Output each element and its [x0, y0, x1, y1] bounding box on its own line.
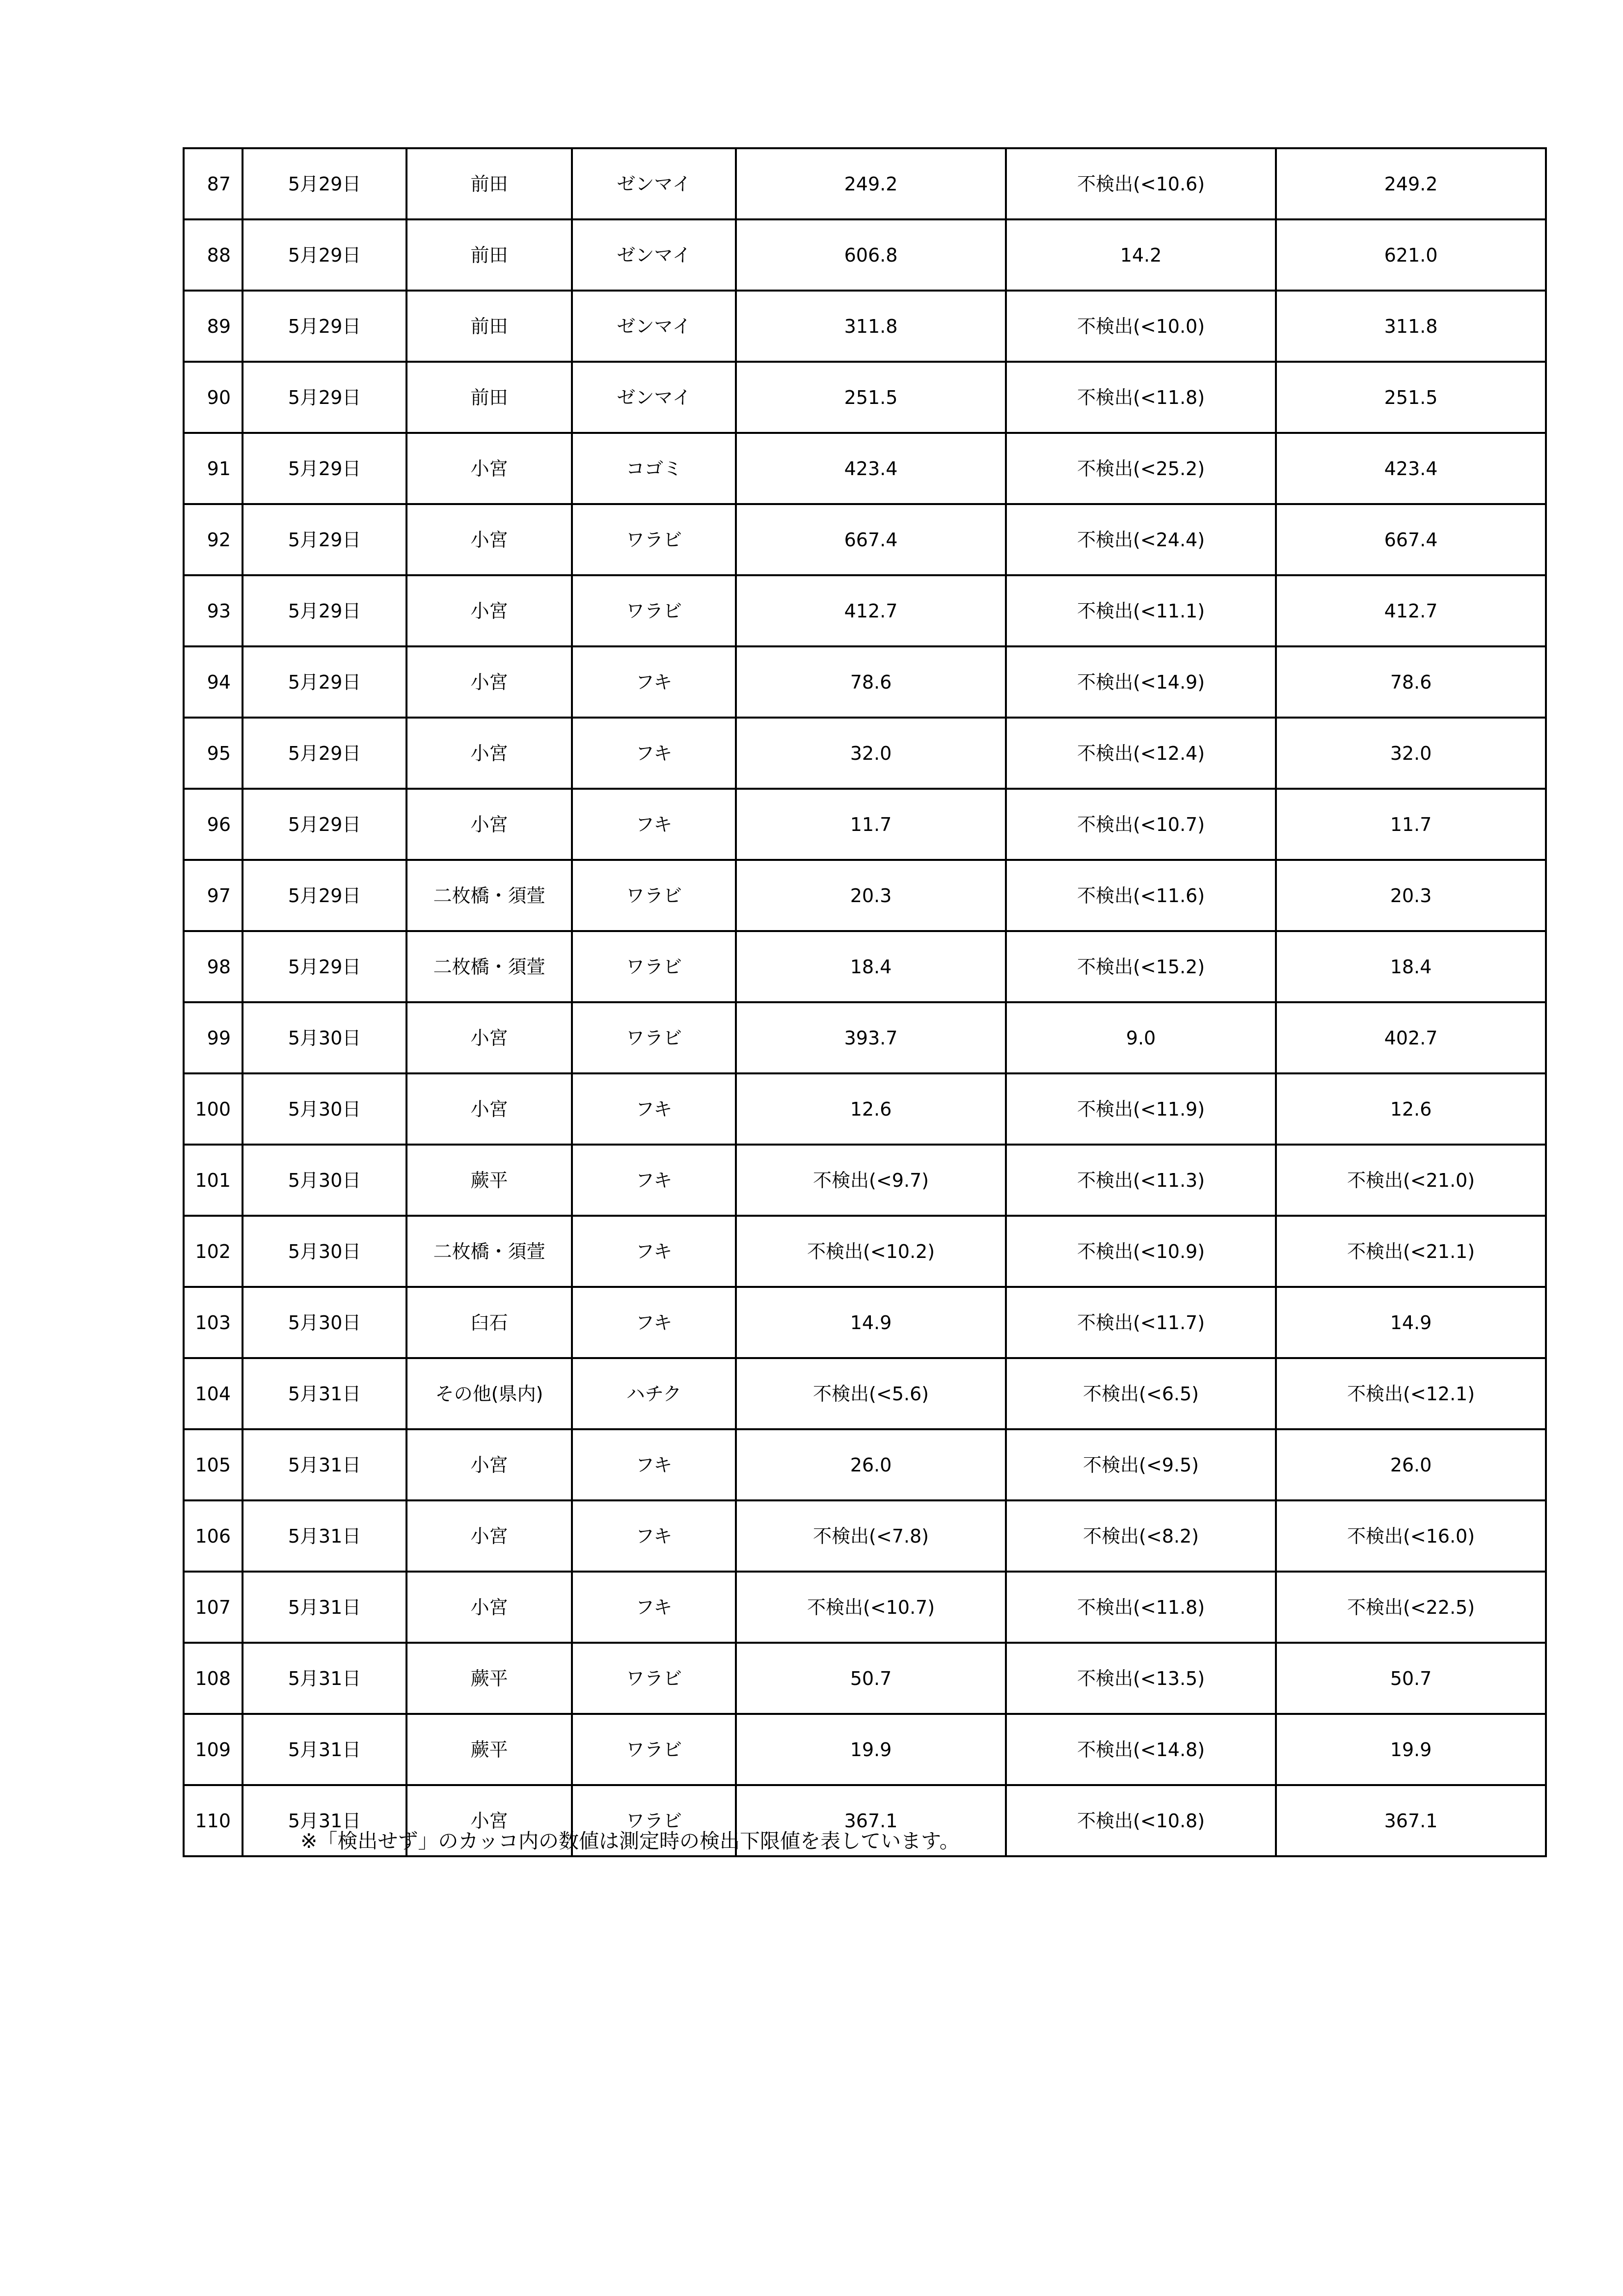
- item-cell: フキ: [572, 1287, 736, 1358]
- cs137-cell: 不検出(<11.1): [1006, 575, 1276, 646]
- date-cell: 5月29日: [243, 504, 406, 575]
- cs137-cell: 不検出(<11.9): [1006, 1073, 1276, 1145]
- total-cell: 20.3: [1276, 860, 1546, 931]
- table-row: [184, 1002, 1546, 1073]
- total-cell: 402.7: [1276, 1002, 1546, 1073]
- cs134-cell: 606.8: [736, 219, 1006, 291]
- table-row: [184, 1358, 1546, 1429]
- cs137-cell: 不検出(<10.8): [1006, 1785, 1276, 1856]
- sample-no-cell: 102: [184, 1216, 243, 1287]
- date-cell: 5月30日: [243, 1216, 406, 1287]
- area-cell: 小宮: [406, 718, 572, 789]
- area-cell: 蕨平: [406, 1643, 572, 1714]
- date-cell: 5月29日: [243, 860, 406, 931]
- total-cell: 不検出(<21.1): [1276, 1216, 1546, 1287]
- item-cell: コゴミ: [572, 433, 736, 504]
- item-cell: ワラビ: [572, 504, 736, 575]
- date-cell: 5月31日: [243, 1785, 406, 1856]
- date-cell: 5月29日: [243, 291, 406, 362]
- cs137-cell: 不検出(<10.9): [1006, 1216, 1276, 1287]
- date-cell: 5月31日: [243, 1500, 406, 1572]
- total-cell: 不検出(<16.0): [1276, 1500, 1546, 1572]
- item-cell: ゼンマイ: [572, 148, 736, 219]
- cs137-cell: 不検出(<11.7): [1006, 1287, 1276, 1358]
- area-cell: 小宮: [406, 646, 572, 718]
- cs134-cell: 19.9: [736, 1714, 1006, 1785]
- area-cell: 小宮: [406, 433, 572, 504]
- total-cell: 621.0: [1276, 219, 1546, 291]
- cs134-cell: 367.1: [736, 1785, 1006, 1856]
- footnote: ※「検出せず」のカッコ内の数値は測定時の検出下限値を表しています。: [300, 1829, 960, 1853]
- table-row: [184, 219, 1546, 291]
- total-cell: 412.7: [1276, 575, 1546, 646]
- item-cell: ワラビ: [572, 860, 736, 931]
- date-cell: 5月29日: [243, 219, 406, 291]
- sample-no-cell: 89: [184, 291, 243, 362]
- item-cell: フキ: [572, 789, 736, 860]
- item-cell: ワラビ: [572, 1643, 736, 1714]
- cs134-cell: 249.2: [736, 148, 1006, 219]
- cs137-cell: 不検出(<6.5): [1006, 1358, 1276, 1429]
- table-row: [184, 1500, 1546, 1572]
- cs137-cell: 不検出(<15.2): [1006, 931, 1276, 1002]
- item-cell: ゼンマイ: [572, 291, 736, 362]
- sample-no-cell: 87: [184, 148, 243, 219]
- area-cell: その他(県内): [406, 1358, 572, 1429]
- cs134-cell: 667.4: [736, 504, 1006, 575]
- total-cell: 不検出(<21.0): [1276, 1145, 1546, 1216]
- sample-no-cell: 103: [184, 1287, 243, 1358]
- item-cell: ワラビ: [572, 1785, 736, 1856]
- cs134-cell: 26.0: [736, 1429, 1006, 1500]
- date-cell: 5月31日: [243, 1429, 406, 1500]
- table-row: [184, 789, 1546, 860]
- table-row: [184, 1714, 1546, 1785]
- item-cell: フキ: [572, 718, 736, 789]
- total-cell: 不検出(<12.1): [1276, 1358, 1546, 1429]
- total-cell: 249.2: [1276, 148, 1546, 219]
- sample-no-cell: 94: [184, 646, 243, 718]
- sample-no-cell: 109: [184, 1714, 243, 1785]
- table-row: [184, 1216, 1546, 1287]
- sample-no-cell: 104: [184, 1358, 243, 1429]
- area-cell: 臼石: [406, 1287, 572, 1358]
- cs134-cell: 不検出(<9.7): [736, 1145, 1006, 1216]
- table-row: [184, 362, 1546, 433]
- item-cell: フキ: [572, 1145, 736, 1216]
- area-cell: 小宮: [406, 1572, 572, 1643]
- item-cell: フキ: [572, 1216, 736, 1287]
- cs137-cell: 不検出(<10.7): [1006, 789, 1276, 860]
- date-cell: 5月29日: [243, 148, 406, 219]
- area-cell: 二枚橋・須萱: [406, 860, 572, 931]
- table-row: [184, 1287, 1546, 1358]
- cs137-cell: 不検出(<24.4): [1006, 504, 1276, 575]
- sample-no-cell: 101: [184, 1145, 243, 1216]
- date-cell: 5月31日: [243, 1358, 406, 1429]
- table-row: [184, 433, 1546, 504]
- sample-no-cell: 97: [184, 860, 243, 931]
- sample-no-cell: 96: [184, 789, 243, 860]
- sample-no-cell: 105: [184, 1429, 243, 1500]
- date-cell: 5月31日: [243, 1572, 406, 1643]
- sample-no-cell: 98: [184, 931, 243, 1002]
- area-cell: 前田: [406, 219, 572, 291]
- cs137-cell: 不検出(<11.8): [1006, 1572, 1276, 1643]
- item-cell: ハチク: [572, 1358, 736, 1429]
- total-cell: 不検出(<22.5): [1276, 1572, 1546, 1643]
- date-cell: 5月31日: [243, 1714, 406, 1785]
- results-table: [183, 147, 1547, 1857]
- area-cell: 小宮: [406, 1073, 572, 1145]
- area-cell: 小宮: [406, 1785, 572, 1856]
- table-row: [184, 1429, 1546, 1500]
- total-cell: 367.1: [1276, 1785, 1546, 1856]
- sample-no-cell: 108: [184, 1643, 243, 1714]
- cs134-cell: 18.4: [736, 931, 1006, 1002]
- table-row: [184, 646, 1546, 718]
- table-row: [184, 718, 1546, 789]
- cs137-cell: 不検出(<11.3): [1006, 1145, 1276, 1216]
- table-row: [184, 148, 1546, 219]
- area-cell: 小宮: [406, 504, 572, 575]
- table-row: [184, 1643, 1546, 1714]
- sample-no-cell: 93: [184, 575, 243, 646]
- cs137-cell: 不検出(<8.2): [1006, 1500, 1276, 1572]
- cs137-cell: 14.2: [1006, 219, 1276, 291]
- sample-no-cell: 91: [184, 433, 243, 504]
- date-cell: 5月29日: [243, 718, 406, 789]
- sample-no-cell: 88: [184, 219, 243, 291]
- cs134-cell: 20.3: [736, 860, 1006, 931]
- date-cell: 5月29日: [243, 575, 406, 646]
- area-cell: 前田: [406, 148, 572, 219]
- area-cell: 小宮: [406, 789, 572, 860]
- item-cell: ワラビ: [572, 931, 736, 1002]
- cs137-cell: 9.0: [1006, 1002, 1276, 1073]
- item-cell: フキ: [572, 1572, 736, 1643]
- results-table-body: [184, 148, 1546, 1856]
- total-cell: 18.4: [1276, 931, 1546, 1002]
- cs134-cell: 412.7: [736, 575, 1006, 646]
- cs134-cell: 11.7: [736, 789, 1006, 860]
- area-cell: 蕨平: [406, 1714, 572, 1785]
- table-row: [184, 1572, 1546, 1643]
- table-row: [184, 931, 1546, 1002]
- date-cell: 5月30日: [243, 1073, 406, 1145]
- sample-no-cell: 106: [184, 1500, 243, 1572]
- item-cell: ワラビ: [572, 575, 736, 646]
- area-cell: 蕨平: [406, 1145, 572, 1216]
- area-cell: 二枚橋・須萱: [406, 1216, 572, 1287]
- cs137-cell: 不検出(<9.5): [1006, 1429, 1276, 1500]
- sample-no-cell: 100: [184, 1073, 243, 1145]
- table-row: [184, 1145, 1546, 1216]
- table-row: [184, 1073, 1546, 1145]
- date-cell: 5月29日: [243, 646, 406, 718]
- item-cell: フキ: [572, 1500, 736, 1572]
- cs137-cell: 不検出(<11.8): [1006, 362, 1276, 433]
- cs134-cell: 50.7: [736, 1643, 1006, 1714]
- cs137-cell: 不検出(<14.8): [1006, 1714, 1276, 1785]
- total-cell: 14.9: [1276, 1287, 1546, 1358]
- cs134-cell: 14.9: [736, 1287, 1006, 1358]
- cs137-cell: 不検出(<10.0): [1006, 291, 1276, 362]
- cs134-cell: 78.6: [736, 646, 1006, 718]
- item-cell: ゼンマイ: [572, 219, 736, 291]
- sample-no-cell: 110: [184, 1785, 243, 1856]
- date-cell: 5月29日: [243, 433, 406, 504]
- total-cell: 26.0: [1276, 1429, 1546, 1500]
- total-cell: 78.6: [1276, 646, 1546, 718]
- cs134-cell: 251.5: [736, 362, 1006, 433]
- cs137-cell: 不検出(<13.5): [1006, 1643, 1276, 1714]
- total-cell: 11.7: [1276, 789, 1546, 860]
- area-cell: 二枚橋・須萱: [406, 931, 572, 1002]
- item-cell: フキ: [572, 1073, 736, 1145]
- total-cell: 19.9: [1276, 1714, 1546, 1785]
- sample-no-cell: 99: [184, 1002, 243, 1073]
- cs134-cell: 不検出(<7.8): [736, 1500, 1006, 1572]
- cs137-cell: 不検出(<10.6): [1006, 148, 1276, 219]
- cs134-cell: 311.8: [736, 291, 1006, 362]
- date-cell: 5月30日: [243, 1002, 406, 1073]
- table-row: [184, 575, 1546, 646]
- cs134-cell: 32.0: [736, 718, 1006, 789]
- table-row: [184, 504, 1546, 575]
- cs134-cell: 423.4: [736, 433, 1006, 504]
- item-cell: フキ: [572, 1429, 736, 1500]
- total-cell: 251.5: [1276, 362, 1546, 433]
- area-cell: 前田: [406, 362, 572, 433]
- cs134-cell: 393.7: [736, 1002, 1006, 1073]
- sample-no-cell: 90: [184, 362, 243, 433]
- date-cell: 5月30日: [243, 1145, 406, 1216]
- area-cell: 小宮: [406, 575, 572, 646]
- cs137-cell: 不検出(<14.9): [1006, 646, 1276, 718]
- area-cell: 小宮: [406, 1002, 572, 1073]
- cs137-cell: 不検出(<12.4): [1006, 718, 1276, 789]
- cs137-cell: 不検出(<25.2): [1006, 433, 1276, 504]
- sample-no-cell: 92: [184, 504, 243, 575]
- total-cell: 423.4: [1276, 433, 1546, 504]
- item-cell: フキ: [572, 646, 736, 718]
- area-cell: 小宮: [406, 1429, 572, 1500]
- total-cell: 12.6: [1276, 1073, 1546, 1145]
- date-cell: 5月30日: [243, 1287, 406, 1358]
- cs137-cell: 不検出(<11.6): [1006, 860, 1276, 931]
- cs134-cell: 不検出(<10.2): [736, 1216, 1006, 1287]
- date-cell: 5月29日: [243, 931, 406, 1002]
- date-cell: 5月29日: [243, 362, 406, 433]
- item-cell: ワラビ: [572, 1714, 736, 1785]
- cs134-cell: 12.6: [736, 1073, 1006, 1145]
- sample-no-cell: 95: [184, 718, 243, 789]
- date-cell: 5月29日: [243, 789, 406, 860]
- table-row: [184, 860, 1546, 931]
- total-cell: 50.7: [1276, 1643, 1546, 1714]
- area-cell: 小宮: [406, 1500, 572, 1572]
- total-cell: 32.0: [1276, 718, 1546, 789]
- cs134-cell: 不検出(<5.6): [736, 1358, 1006, 1429]
- item-cell: ゼンマイ: [572, 362, 736, 433]
- item-cell: ワラビ: [572, 1002, 736, 1073]
- sample-no-cell: 107: [184, 1572, 243, 1643]
- total-cell: 667.4: [1276, 504, 1546, 575]
- total-cell: 311.8: [1276, 291, 1546, 362]
- date-cell: 5月31日: [243, 1643, 406, 1714]
- table-row: [184, 291, 1546, 362]
- area-cell: 前田: [406, 291, 572, 362]
- cs134-cell: 不検出(<10.7): [736, 1572, 1006, 1643]
